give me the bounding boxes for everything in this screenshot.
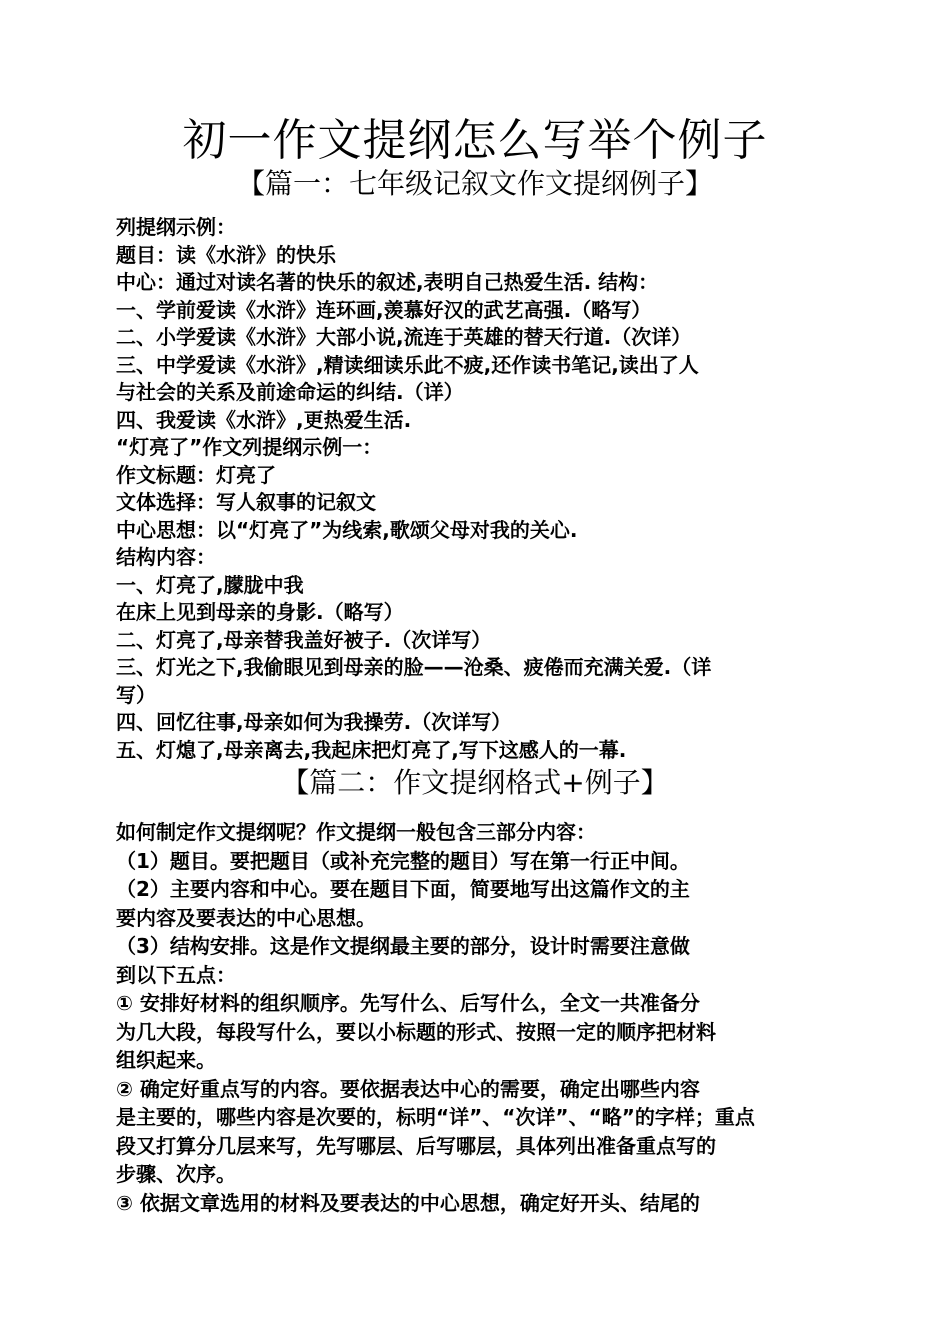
- section-title-1: 【篇一：七年级记叙文作文提纲例子】: [236, 167, 713, 200]
- text-line: （3）结构安排。这是作文提纲最主要的部分，设计时需要注意做: [116, 934, 690, 958]
- text-line: 要内容及要表达的中心思想。: [116, 905, 376, 930]
- text-line: ② 确定好重点写的内容。要依据表达中心的需要，确定出哪些内容: [116, 1076, 700, 1101]
- text-line: 题目：读《水浒》的快乐: [116, 242, 336, 267]
- text-line: 中心思想：以“灯亮了”为线索,歌颂父母对我的关心.: [116, 517, 578, 542]
- text-line: 段又打算分几层来写，先写哪层、后写哪层，具体列出准备重点写的: [116, 1133, 716, 1158]
- text-line: 一、学前爱读《水浒》连环画,羡慕好汉的武艺高强.（略写）: [116, 297, 652, 322]
- text-line: 列提纲示例：: [116, 215, 236, 239]
- text-line: 四、我爱读《水浒》,更热爱生活.: [116, 407, 412, 432]
- text-line: 到以下五点：: [116, 962, 236, 987]
- text-line: 五、灯熄了,母亲离去,我起床把灯亮了,写下这感人的一幕.: [116, 737, 627, 762]
- text-line: 文体选择：写人叙事的记叙文: [116, 490, 376, 514]
- text-line: 三、灯光之下,我偷眼见到母亲的脸——沧桑、疲倦而充满关爱.（详: [116, 655, 712, 679]
- text-line: ③ 依据文章选用的材料及要表达的中心思想，确定好开头、结尾的: [116, 1190, 700, 1215]
- text-line: 步骤、次序。: [116, 1162, 236, 1186]
- text-line: 是主要的，哪些内容是次要的，标明“详”、“次详”、“略”的字样；重点: [116, 1105, 755, 1129]
- text-line: 二、小学爱读《水浒》大部小说,流连于英雄的替天行道.（次详）: [116, 325, 692, 349]
- text-line: 组织起来。: [116, 1048, 216, 1072]
- section-1-body: [116, 214, 711, 764]
- text-line: 写）: [116, 682, 156, 707]
- text-line: 作文标题：灯亮了: [116, 462, 276, 487]
- text-line: （2）主要内容和中心。要在题目下面，简要地写出这篇作文的主: [116, 877, 690, 901]
- section-title-2: 【篇二：作文提纲格式+例子】: [281, 766, 669, 799]
- text-line: 三、中学爱读《水浒》,精读细读乐此不疲,还作读书笔记,读出了人: [116, 352, 699, 377]
- text-line: 如何制定作文提纲呢？作文提纲一般包含三部分内容：: [116, 820, 596, 844]
- text-line: ① 安排好材料的组织顺序。先写什么、后写什么，全文一共准备分: [116, 991, 700, 1015]
- page-title: 初一作文提纲怎么写举个例子: [182, 115, 768, 166]
- text-line: 四、回忆往事,母亲如何为我操劳.（次详写）: [116, 710, 512, 734]
- text-line: 二、灯亮了,母亲替我盖好被子.（次详写）: [116, 627, 492, 652]
- text-line: 与社会的关系及前途命运的纠结.（详）: [116, 380, 464, 404]
- section-2-body: [116, 818, 755, 1217]
- text-line: 中心：通过对读名著的快乐的叙述,表明自己热爱生活. 结构：: [116, 270, 659, 294]
- text-line: 为几大段，每段写什么，要以小标题的形式、按照一定的顺序把材料: [116, 1019, 716, 1044]
- text-line: 在床上见到母亲的身影.（略写）: [116, 600, 404, 624]
- text-line: 结构内容：: [116, 545, 216, 569]
- text-line: （1）题目。要把题目（或补充完整的题目）写在第一行正中间。: [116, 848, 690, 873]
- text-line: 一、灯亮了,朦胧中我: [116, 572, 304, 597]
- text-line: “灯亮了”作文列提纲示例一：: [116, 435, 383, 459]
